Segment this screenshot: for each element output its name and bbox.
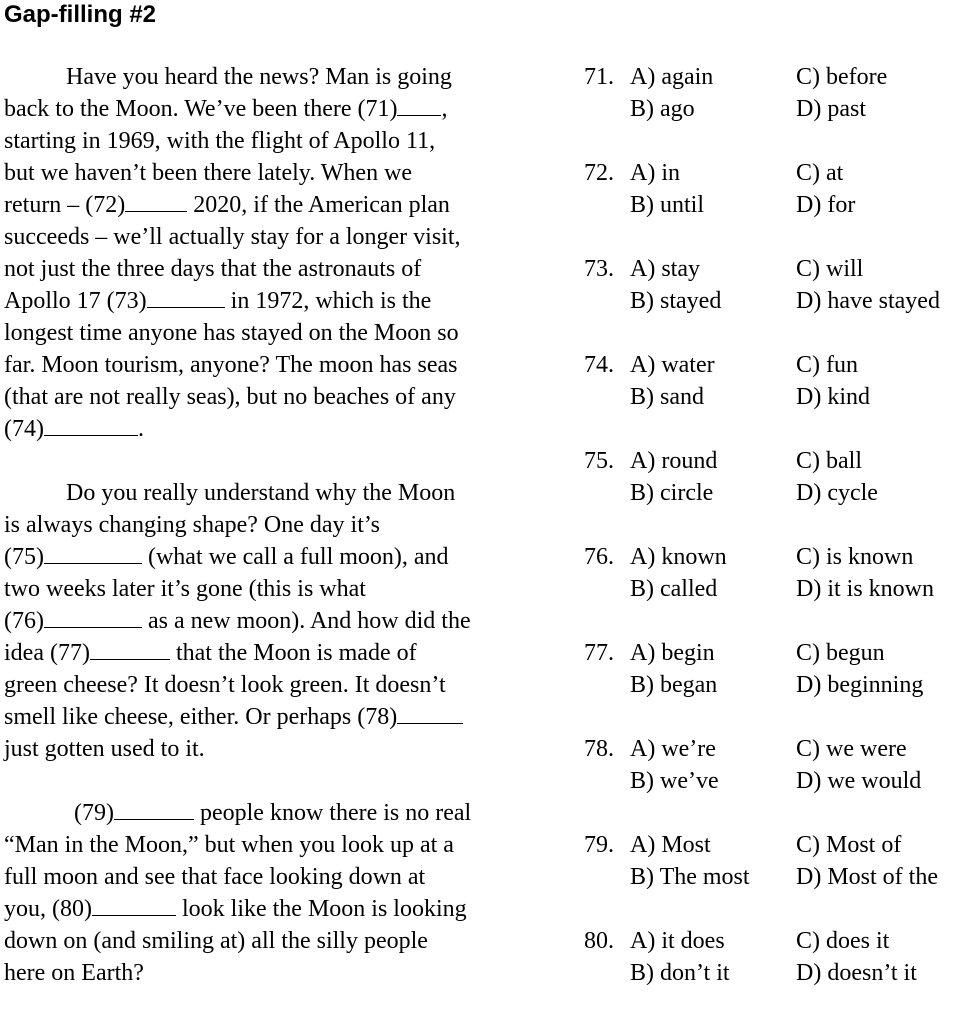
option-c[interactable]: C) ball: [796, 448, 862, 474]
passage-text-segment: people know there is no real: [193, 800, 472, 826]
passage-text-segment: idea (77): [4, 640, 90, 666]
passage-text-segment: ,: [441, 96, 448, 122]
passage-text-segment: that the Moon is made of: [169, 640, 417, 666]
option-b[interactable]: B) we’ve: [630, 768, 719, 794]
passage-line: but we haven’t been there lately. When we: [4, 160, 413, 186]
option-row: [584, 637, 960, 669]
option-a[interactable]: A) round: [630, 448, 718, 474]
passage-text-segment: look like the Moon is looking: [175, 896, 467, 922]
option-b[interactable]: B) began: [630, 672, 718, 698]
question-number: 74.: [584, 352, 614, 378]
option-c[interactable]: C) fun: [796, 352, 858, 378]
option-a[interactable]: A) begin: [630, 640, 715, 666]
option-a[interactable]: A) in: [630, 160, 680, 186]
passage-line: is always changing shape? One day it’s: [4, 512, 380, 538]
option-d[interactable]: D) Most of the: [796, 864, 938, 890]
passage-line: far. Moon tourism, anyone? The moon has seas: [4, 352, 458, 378]
gap-76-blank[interactable]: [44, 605, 142, 628]
gap-75-blank[interactable]: [44, 541, 142, 564]
option-b[interactable]: B) sand: [630, 384, 704, 410]
option-a[interactable]: A) it does: [630, 928, 725, 954]
passage-line: two weeks later it’s gone (this is what: [4, 576, 366, 602]
passage-line: here on Earth?: [4, 960, 144, 986]
option-b[interactable]: B) The most: [630, 864, 750, 890]
question-number: 77.: [584, 640, 614, 666]
question-71: [584, 61, 960, 157]
option-d[interactable]: D) kind: [796, 384, 870, 410]
option-row: [584, 285, 960, 317]
option-b[interactable]: B) called: [630, 576, 718, 602]
question-72: [584, 157, 960, 253]
passage-text-segment: (76): [4, 608, 44, 634]
question-number: 71.: [584, 64, 614, 90]
question-number: 73.: [584, 256, 614, 282]
passage-text-segment: as a new moon). And how did the: [141, 608, 471, 634]
passage-text-segment: (what we call a full moon), and: [141, 544, 449, 570]
option-d[interactable]: D) it is known: [796, 576, 934, 602]
passage-text-segment: (74): [4, 416, 44, 442]
option-row: [584, 93, 960, 125]
question-75: [584, 445, 960, 541]
option-row: [584, 157, 960, 189]
passage-line: [4, 605, 544, 637]
question-number: 78.: [584, 736, 614, 762]
option-c[interactable]: C) will: [796, 256, 864, 282]
option-row: [584, 861, 960, 893]
passage-line: just gotten used to it.: [4, 736, 205, 762]
gap-80-blank[interactable]: [92, 893, 176, 916]
passage-line: succeeds – we’ll actually stay for a longer visit,: [4, 224, 461, 250]
passage-line: longest time anyone has stayed on the Moon so: [4, 320, 459, 346]
paragraph-spacer: [4, 445, 544, 477]
question-73: [584, 253, 960, 349]
passage-text-segment: return – (72): [4, 192, 126, 218]
gap-77-blank[interactable]: [90, 637, 170, 660]
option-row: [584, 829, 960, 861]
option-row: [584, 925, 960, 957]
option-d[interactable]: D) doesn’t it: [796, 960, 917, 986]
option-row: [584, 573, 960, 605]
gap-78-blank[interactable]: [397, 701, 463, 724]
option-row: [584, 541, 960, 573]
option-row: [584, 765, 960, 797]
passage-text-segment: you, (80): [4, 896, 92, 922]
option-d[interactable]: D) for: [796, 192, 856, 218]
passage-line: [4, 285, 544, 317]
option-a[interactable]: A) water: [630, 352, 715, 378]
passage-line: [4, 797, 544, 829]
option-b[interactable]: B) circle: [630, 480, 714, 506]
option-a[interactable]: A) stay: [630, 256, 700, 282]
option-d[interactable]: D) have stayed: [796, 288, 940, 314]
option-d[interactable]: D) we would: [796, 768, 922, 794]
option-row: [584, 189, 960, 221]
question-78: [584, 733, 960, 829]
passage-line: [4, 93, 544, 125]
question-79: [584, 829, 960, 925]
passage-line: [4, 893, 544, 925]
passage-text-segment: back to the Moon. We’ve been there (71): [4, 96, 398, 122]
question-number: 80.: [584, 928, 614, 954]
question-number: 75.: [584, 448, 614, 474]
question-number: 76.: [584, 544, 614, 570]
question-76: [584, 541, 960, 637]
option-c[interactable]: C) at: [796, 160, 844, 186]
option-d[interactable]: D) past: [796, 96, 866, 122]
option-c[interactable]: C) before: [796, 64, 888, 90]
passage-text-segment: smell like cheese, either. Or perhaps (78): [4, 704, 398, 730]
passage-line: Have you heard the news? Man is going: [66, 64, 452, 90]
question-80: [584, 925, 960, 1021]
passage-text-segment: (79): [74, 800, 114, 826]
option-c[interactable]: C) Most of: [796, 832, 902, 858]
option-c[interactable]: C) begun: [796, 640, 885, 666]
passage-line: starting in 1969, with the flight of Apollo 11,: [4, 128, 436, 154]
option-row: [584, 381, 960, 413]
option-c[interactable]: C) does it: [796, 928, 890, 954]
gap-73-blank[interactable]: [147, 285, 225, 308]
option-c[interactable]: C) we were: [796, 736, 907, 762]
option-b[interactable]: B) don’t it: [630, 960, 730, 986]
option-d[interactable]: D) cycle: [796, 480, 878, 506]
passage-line: “Man in the Moon,” but when you look up at a: [4, 832, 454, 858]
passage-line: [4, 189, 544, 221]
passage-line: Do you really understand why the Moon: [66, 480, 456, 506]
question-number: 79.: [584, 832, 614, 858]
passage-text-segment: .: [137, 416, 144, 442]
gap-79-blank[interactable]: [114, 797, 194, 820]
option-d[interactable]: D) beginning: [796, 672, 924, 698]
passage-line: [4, 413, 544, 445]
option-row: [584, 669, 960, 701]
option-a[interactable]: A) again: [630, 64, 714, 90]
option-a[interactable]: A) known: [630, 544, 727, 570]
passage-text-segment: Apollo 17 (73): [4, 288, 147, 314]
passage-line: (that are not really seas), but no beaches of any: [4, 384, 456, 410]
passage-text-segment: 2020, if the American plan: [187, 192, 450, 218]
passage-line: [4, 701, 544, 733]
passage-line: green cheese? It doesn’t look green. It doesn’t: [4, 672, 446, 698]
passage-line: down on (and smiling at) all the silly people: [4, 928, 428, 954]
option-row: [584, 349, 960, 381]
option-row: [584, 61, 960, 93]
option-a[interactable]: A) Most: [630, 832, 711, 858]
option-row: [584, 445, 960, 477]
passage-line: not just the three days that the astronauts of: [4, 256, 422, 282]
option-b[interactable]: B) ago: [630, 96, 695, 122]
page-title: Gap-filling #2: [4, 1, 157, 28]
passage-line: full moon and see that face looking down at: [4, 864, 426, 890]
paragraph-spacer: [4, 765, 544, 797]
option-b[interactable]: B) stayed: [630, 288, 722, 314]
passage-text-segment: in 1972, which is the: [224, 288, 432, 314]
passage-line: [4, 637, 544, 669]
passage-line: [4, 541, 544, 573]
passage-text-segment: (75): [4, 544, 44, 570]
option-row: [584, 733, 960, 765]
gap-71-blank[interactable]: [397, 93, 441, 116]
option-row: [584, 253, 960, 285]
gap-74-blank[interactable]: [44, 413, 138, 436]
gap-72-blank[interactable]: [125, 189, 187, 212]
option-a[interactable]: A) we’re: [630, 736, 716, 762]
question-number: 72.: [584, 160, 614, 186]
option-b[interactable]: B) until: [630, 192, 705, 218]
question-74: [584, 349, 960, 445]
option-c[interactable]: C) is known: [796, 544, 914, 570]
option-row: [584, 957, 960, 989]
passage-text: [4, 61, 544, 989]
option-row: [584, 477, 960, 509]
answer-options: [584, 61, 960, 1021]
question-77: [584, 637, 960, 733]
